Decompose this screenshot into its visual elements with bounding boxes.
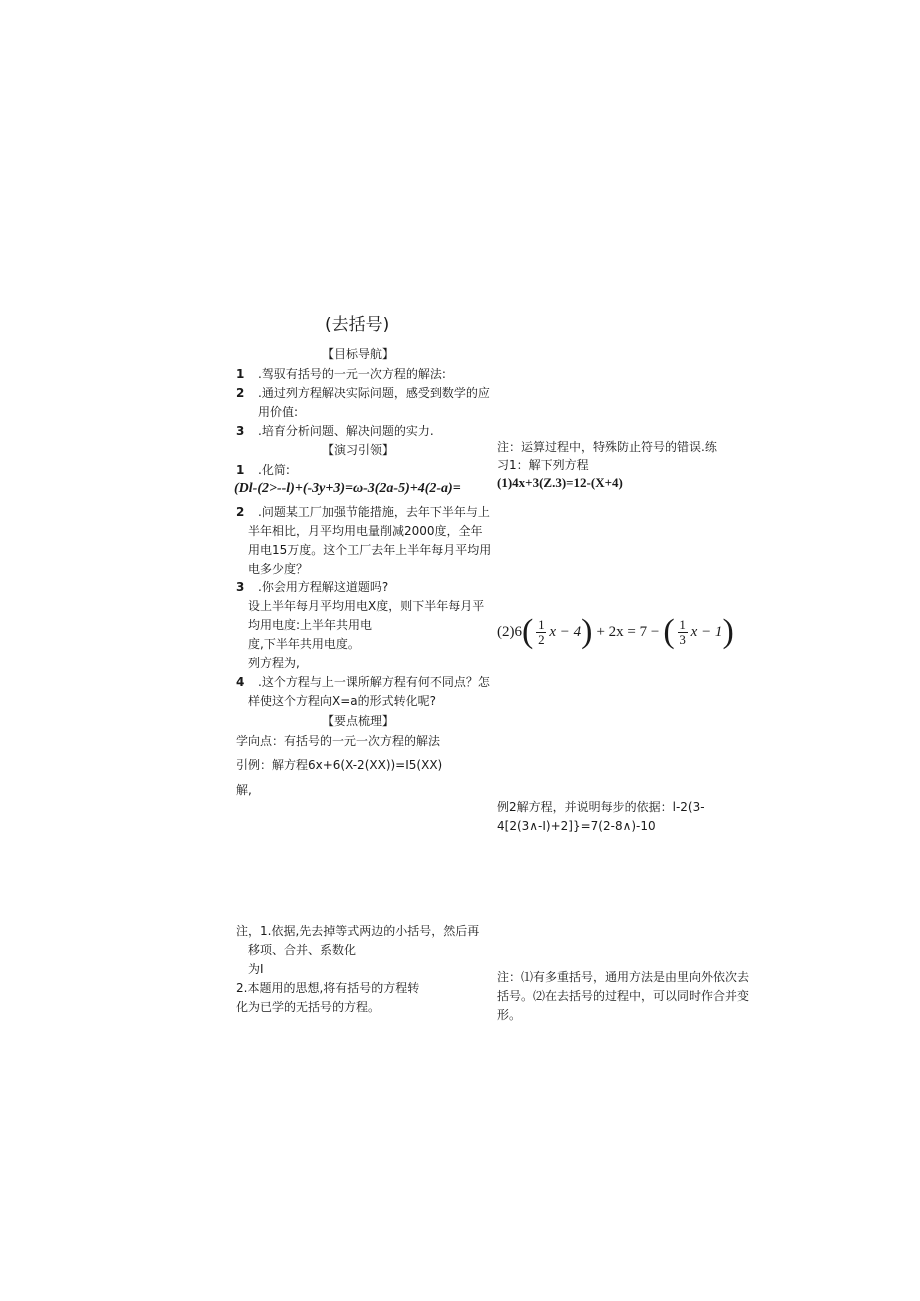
note-multi-brackets: 形。 bbox=[497, 1008, 522, 1022]
practice-item-4: 4 .这个方程与上一课所解方程有何不同点？怎 bbox=[236, 675, 490, 689]
note-multi-brackets: 注：⑴有多重括号，通用方法是由里向外依次去 bbox=[497, 970, 750, 984]
solution-label: 解, bbox=[236, 783, 252, 797]
practice-item-4-line: 样使这个方程向X=a的形式转化呢? bbox=[248, 694, 436, 708]
note-line: 化为已学的无括号的方程。 bbox=[236, 1000, 381, 1014]
goal-item: 用价值: bbox=[258, 405, 299, 419]
eq2-middle: + 2x = 7 − bbox=[596, 623, 660, 640]
eq2-tail: x − 1 bbox=[690, 623, 723, 640]
goal-item: 2 .通过列方程解决实际问题，感受到数学的应 bbox=[236, 386, 490, 400]
example-2-line: 4[2(3∧-I)+2]}=7(2-8∧)-10 bbox=[497, 819, 656, 833]
simplify-expression: (Dl-(2>--l)+(-3y+3)=ω-3(2a-5)+4(2-a)= bbox=[234, 481, 461, 496]
eq2-term: x − 4 bbox=[549, 623, 582, 640]
note-multi-brackets: 括号。⑵在去括号的过程中，可以同时作合并变 bbox=[497, 989, 750, 1003]
practice-item-2-line: 用电15万度。这个工厂去年上半年每月平均用 bbox=[248, 543, 492, 557]
note-line: 移项、合并、系数化 bbox=[248, 943, 357, 957]
practice-item-2-line: 半年相比，月平均用电量削减2000度，全年 bbox=[248, 524, 483, 538]
goal-item: 3 .培育分析问题、解决问题的实力. bbox=[236, 424, 434, 438]
practice-item-3-line: 均用电度:上半年共用电 bbox=[248, 618, 373, 632]
fraction-half: 1 2 bbox=[538, 616, 545, 647]
note-line: 注，1.依据,先去掉等式两边的小括号，然后再 bbox=[236, 924, 480, 938]
practice-item-2: 2 .问题某工厂加强节能措施，去年下半年与上 bbox=[236, 505, 490, 519]
page-title: (去括号) bbox=[325, 315, 390, 335]
fraction-third: 1 3 bbox=[679, 616, 686, 647]
practice-item-1: 1 .化简: bbox=[236, 463, 290, 477]
exercise-1-heading: 习1：解下列方程 bbox=[497, 458, 589, 472]
exercise-1-equation-1: (1)4x+3(Z.3)=12-(X+4) bbox=[497, 475, 623, 490]
heading-practice: 【演习引领】 bbox=[322, 443, 395, 457]
heading-goals: 【目标导航】 bbox=[322, 347, 395, 361]
practice-item-3: 3 .你会用方程解这道题吗? bbox=[236, 580, 389, 594]
note-line: 为I bbox=[248, 962, 264, 976]
goal-item: 1 .驾驭有括号的一元一次方程的解法: bbox=[236, 367, 446, 381]
practice-item-3-line: 设上半年每月平均用电X度，则下半年每月平 bbox=[248, 599, 485, 613]
exercise-1-equation-2: (2)6 ( 1 2 x − 4 ) + 2x = 7 − ( 1 3 x − 1 ) bbox=[497, 613, 734, 650]
practice-item-3-line: 列方程为, bbox=[248, 656, 300, 670]
example-equation: 引例：解方程6x+6(X-2(XX))=I5(XX) bbox=[236, 758, 443, 772]
key-point: 学向点：有括号的一元一次方程的解法 bbox=[236, 734, 441, 748]
practice-item-2-line: 电多少度？ bbox=[248, 562, 309, 576]
note-line: 2.本题用的思想,将有括号的方程转 bbox=[236, 981, 420, 995]
example-2-line: 例2解方程，并说明每步的依据：l-2(3- bbox=[497, 800, 705, 814]
eq2-prefix: (2)6 bbox=[497, 623, 522, 640]
note-sign-errors: 注：运算过程中，特殊防止符号的错误.练 bbox=[497, 440, 717, 454]
heading-key-points: 【要点梳理】 bbox=[322, 714, 395, 728]
practice-item-3-line: 度,下半年共用电度。 bbox=[248, 637, 360, 651]
